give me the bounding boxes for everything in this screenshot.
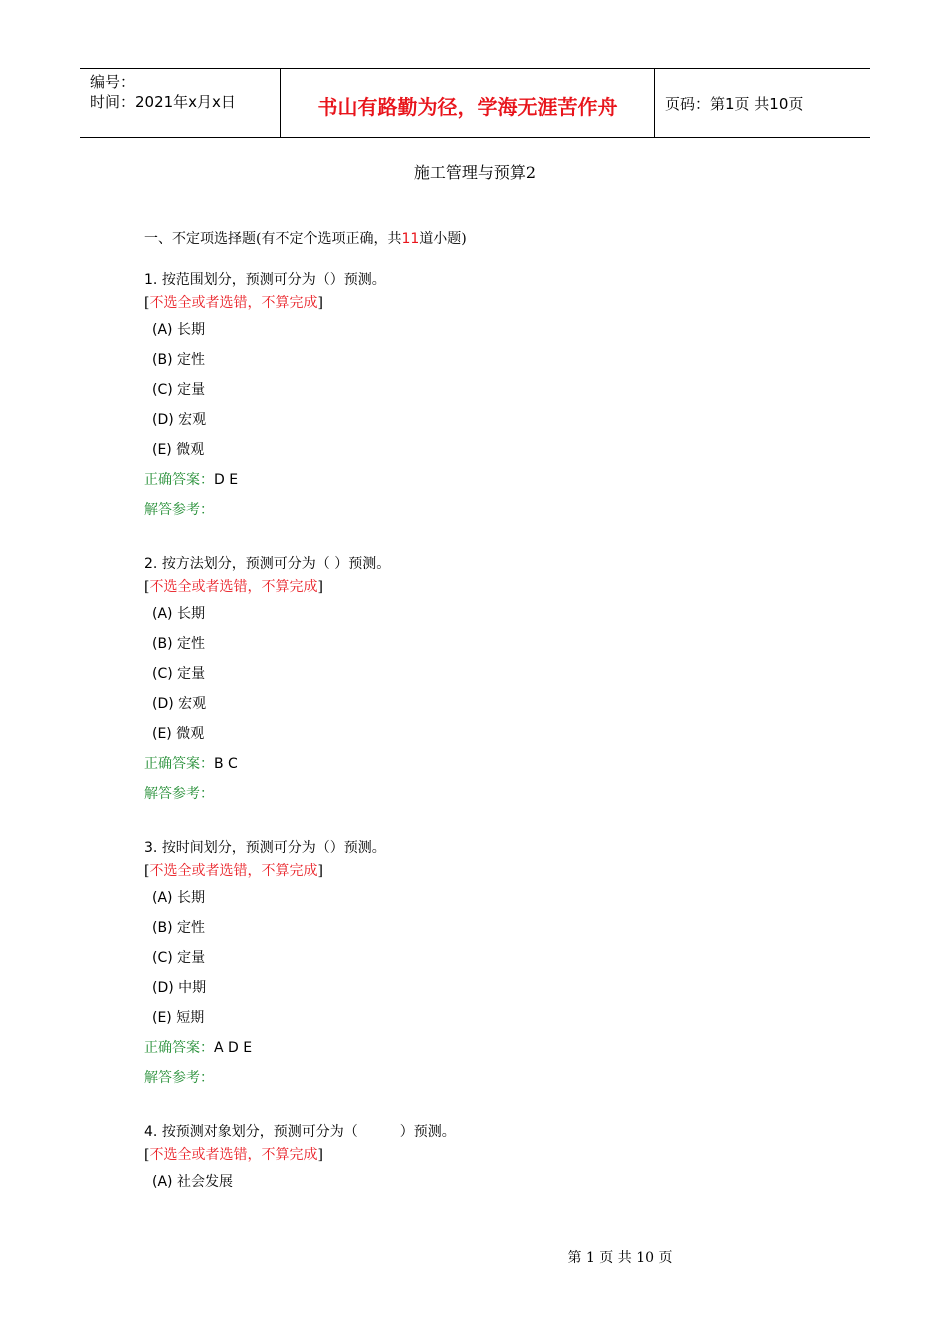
option-a: (A) 社会发展 — [152, 1174, 233, 1190]
question-3 — [144, 836, 386, 1096]
time-label: 时间：2021年x月x日 — [90, 93, 236, 111]
option-c: (C) 定量 — [152, 950, 206, 966]
section-count: 11 — [401, 231, 420, 247]
warning-note: [不选全或者选错，不算完成] — [144, 295, 323, 311]
option-e: (E) 微观 — [152, 442, 205, 458]
question-1 — [144, 268, 386, 528]
page-header — [80, 68, 870, 138]
question-text: 2. 按方法划分，预测可分为（ ）预测。 — [144, 556, 391, 572]
warning-note: [不选全或者选错，不算完成] — [144, 863, 323, 879]
question-4 — [144, 1120, 456, 1200]
correct-answer: 正确答案：D E — [144, 472, 239, 488]
header-page-label: 页码：第1页 共10页 — [665, 94, 804, 113]
option-c: (C) 定量 — [152, 382, 206, 398]
correct-answer: 正确答案：B C — [144, 756, 238, 772]
question-text: 3. 按时间划分，预测可分为（）预测。 — [144, 840, 386, 856]
option-e: (E) 微观 — [152, 726, 205, 742]
option-a: (A) 长期 — [152, 322, 205, 338]
question-text: 4. 按预测对象划分，预测可分为（ ）预测。 — [144, 1124, 456, 1140]
explanation-label: 解答参考： — [144, 786, 214, 802]
section-heading — [144, 228, 467, 248]
option-a: (A) 长期 — [152, 606, 205, 622]
document-title: 施工管理与预算2 — [413, 163, 537, 182]
correct-answer: 正确答案：A D E — [144, 1040, 253, 1056]
warning-note: [不选全或者选错，不算完成] — [144, 1147, 323, 1163]
section-suffix: 道小题) — [419, 231, 467, 247]
section-prefix: 一、不定项选择题(有不定个选项正确，共 — [144, 231, 402, 247]
explanation-label: 解答参考： — [144, 1070, 214, 1086]
option-d: (D) 宏观 — [152, 696, 207, 712]
warning-note: [不选全或者选错，不算完成] — [144, 579, 323, 595]
question-text: 1. 按范围划分，预测可分为（）预测。 — [144, 272, 386, 288]
option-b: (B) 定性 — [152, 352, 205, 368]
option-b: (B) 定性 — [152, 636, 205, 652]
header-meta — [80, 69, 281, 137]
option-e: (E) 短期 — [152, 1010, 205, 1026]
option-b: (B) 定性 — [152, 920, 205, 936]
number-label: 编号： — [90, 73, 136, 91]
question-2 — [144, 552, 390, 812]
option-c: (C) 定量 — [152, 666, 206, 682]
explanation-label: 解答参考： — [144, 502, 214, 518]
header-motto: 书山有路勤为径，学海无涯苦作舟 — [281, 69, 655, 137]
page-footer: 第 1 页 共 10 页 — [567, 1250, 673, 1266]
option-a: (A) 长期 — [152, 890, 205, 906]
option-d: (D) 宏观 — [152, 412, 207, 428]
option-d: (D) 中期 — [152, 980, 207, 996]
